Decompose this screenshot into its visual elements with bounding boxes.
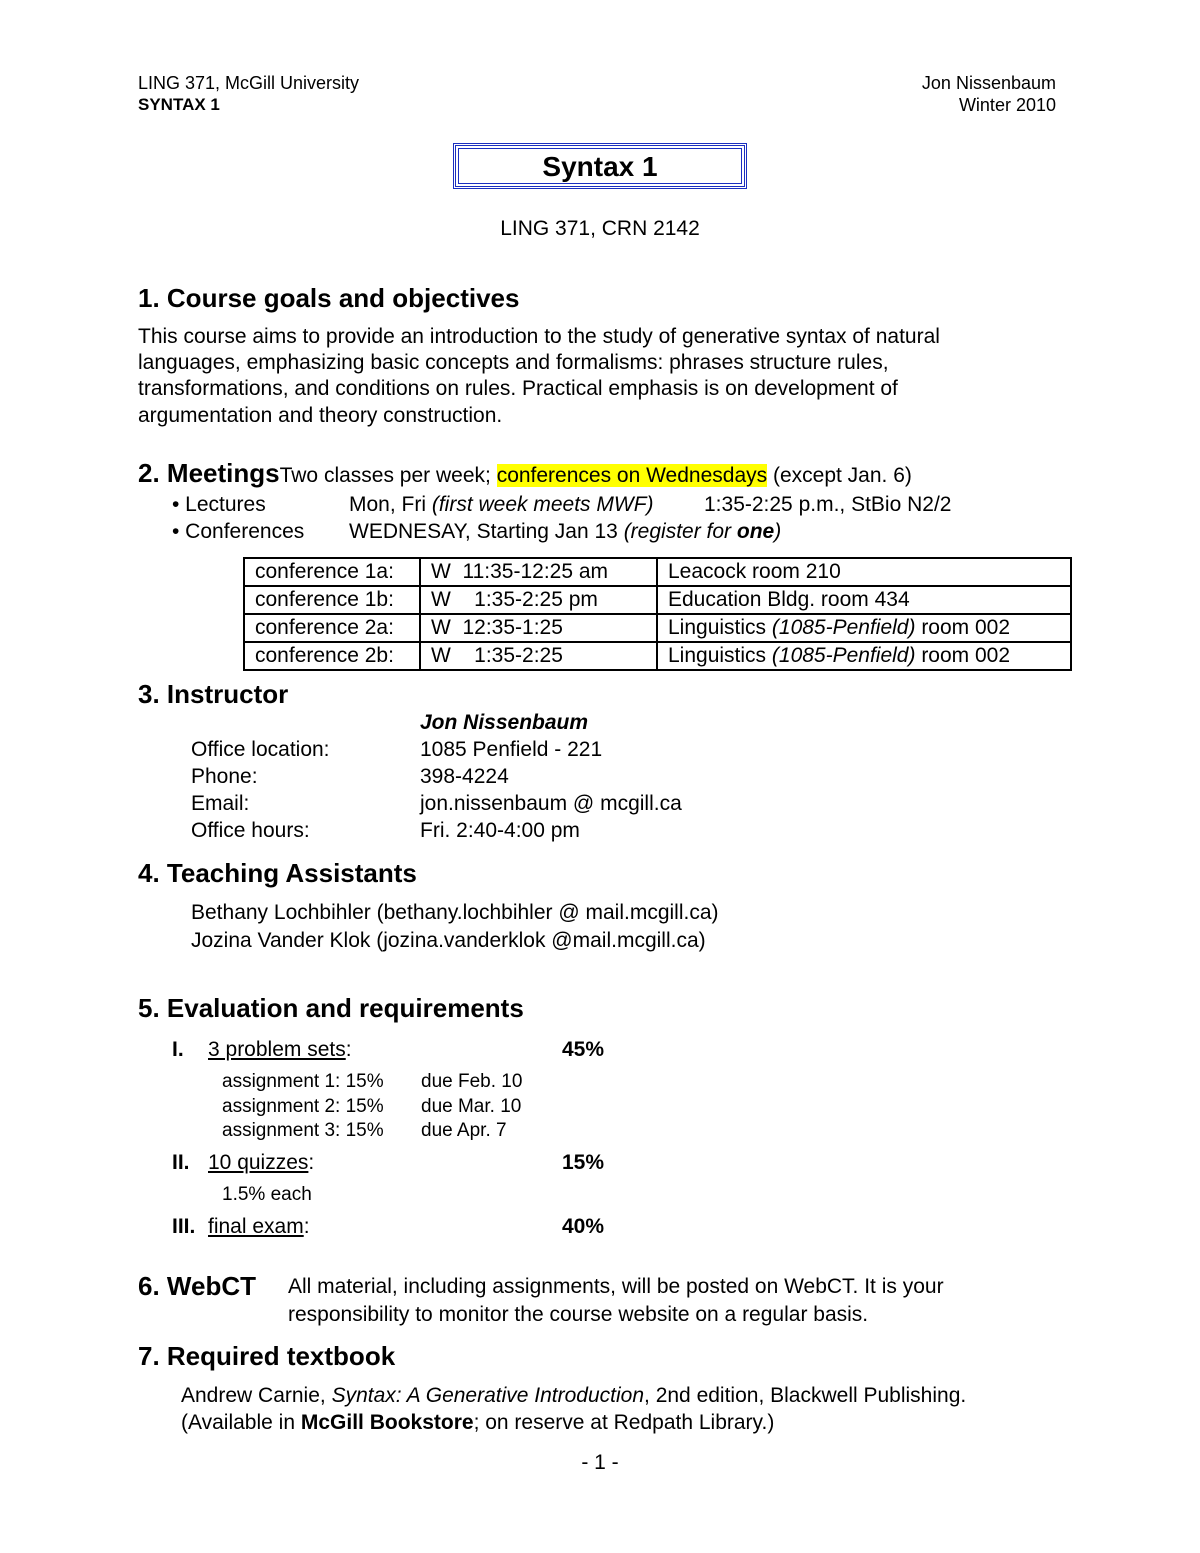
office-location-label: Office location: [191,738,330,761]
conferences-start: WEDNESAY, Starting Jan 13 [349,520,624,543]
lectures-note: (first week meets MWF) [431,493,654,516]
ta-1: Bethany Lochbihler (bethany.lochbihler @ mail.mcgill.ca) [191,901,719,924]
conf-room-text: Leacock room 210 [668,560,841,583]
assignment-2-name: assignment 2: 15% [222,1096,384,1117]
textbook-avail: (Available in [181,1411,301,1434]
assignment-2-due: due Mar. 10 [421,1096,522,1117]
conf-room [657,558,1071,586]
office-hours-label: Office hours: [191,819,310,842]
eval-i-label [208,1037,352,1063]
office-hours-value: Fri. 2:40-4:00 pm [420,819,580,842]
s1-line-1: This course aims to provide an introduction to the study of generative syntax of natural [138,325,940,348]
textbook-edition: , 2nd edition, Blackwell Publishing. [644,1384,967,1407]
phone-label: Phone: [191,765,258,788]
meetings-highlight: conferences on Wednesdays [496,464,768,487]
section-7-heading: 7. Required textbook [138,1341,396,1371]
conf-room-number: room 002 [915,616,1011,639]
eval-iii-label [208,1214,310,1240]
lectures-days-text: Mon, Fri [349,493,432,516]
textbook-line-2 [181,1410,774,1436]
assignment-3-due: due Apr. 7 [421,1120,507,1141]
conferences-label: • Conferences [172,520,305,543]
meetings-intro: Two classes per week; [279,464,497,487]
s1-line-4: argumentation and theory construction. [138,404,503,427]
eval-iii-colon: : [303,1215,310,1238]
section-2-heading: 2. Meetings [138,458,280,488]
meetings-intro-end: (except Jan. 6) [767,464,912,487]
section-6-heading: 6. WebCT [138,1271,256,1301]
conf-room [657,642,1071,670]
office-location-value: 1085 Penfield - 221 [420,738,603,761]
conf-room-number: room 002 [915,644,1011,667]
s1-line-3: transformations, and conditions on rules. Practical emphasis is on development of [138,377,898,400]
conf-time: W 1:35-2:25 pm [420,586,657,614]
header-instructor: Jon Nissenbaum [921,73,1056,93]
conf-name: conference 2b: [244,642,420,670]
lectures-time: 1:35-2:25 p.m., StBio N2/2 [704,493,952,516]
eval-i-colon: : [345,1038,352,1061]
table-row [244,586,1071,614]
assignment-1-name: assignment 1: 15% [222,1071,384,1092]
instructor-name: Jon Nissenbaum [420,711,589,734]
page-title: Syntax 1 [542,151,658,182]
assignment-1-due: due Feb. 10 [421,1071,523,1092]
assignment-3-name: assignment 3: 15% [222,1120,384,1141]
conferences-text [349,519,781,545]
conf-time: W 11:35-12:25 am [420,558,657,586]
textbook-author: Andrew Carnie, [181,1384,332,1407]
eval-iii-num: III. [172,1215,196,1238]
s1-line-2: languages, emphasizing basic concepts and formalisms: phrases structure rules, [138,351,889,374]
ta-2: Jozina Vander Klok (jozina.vanderklok @mail.mcgill.ca) [191,929,706,952]
eval-i-pct: 45% [562,1038,605,1061]
page-number: - 1 - [581,1451,619,1474]
lectures-label: • Lectures [172,493,266,516]
eval-i-num: I. [172,1038,184,1061]
eval-ii-text: 10 quizzes [208,1151,309,1174]
conf-name: conference 2a: [244,614,420,642]
webct-line-2: responsibility to monitor the course website on a regular basis. [288,1303,869,1326]
table-row [244,558,1071,586]
title-box [453,143,747,189]
table-row [244,614,1071,642]
email-label: Email: [191,792,250,815]
conf-room [657,586,1071,614]
section-4-heading: 4. Teaching Assistants [138,858,417,888]
section-3-heading: 3. Instructor [138,679,289,709]
section-5-heading: 5. Evaluation and requirements [138,993,524,1023]
eval-ii-num: II. [172,1151,190,1174]
lectures-days [349,492,654,518]
eval-iii-pct: 40% [562,1215,605,1238]
eval-i-text: 3 problem sets [208,1038,346,1061]
eval-ii-label [208,1150,314,1176]
conf-time: W 1:35-2:25 [420,642,657,670]
conf-time: W 12:35-1:25 [420,614,657,642]
phone-value: 398-4224 [420,765,509,788]
textbook-store: McGill Bookstore [300,1411,474,1434]
conf-room-building: (1085-Penfield) [771,616,916,639]
conferences-note: (register for [623,520,737,543]
webct-line-1: All material, including assignments, will be posted on WebCT. It is your [288,1275,944,1298]
eval-iii-text: final exam [208,1215,304,1238]
textbook-title: Syntax: A Generative Introduction [331,1384,645,1407]
conf-name: conference 1b: [244,586,420,614]
eval-ii-note: 1.5% each [222,1184,312,1205]
conferences-note-end: ) [774,520,782,543]
conf-room-text: Linguistics [668,644,772,667]
textbook-line-1 [181,1383,966,1409]
course-code: LING 371, CRN 2142 [500,217,700,240]
conf-room-text: Linguistics [668,616,772,639]
header-course: LING 371, McGill University [138,73,360,93]
conf-room-building: (1085-Penfield) [771,644,916,667]
conf-room-text: Education Bldg. room 434 [668,588,910,611]
header-syntax: SYNTAX 1 [138,95,220,114]
section-2-line [138,458,912,489]
section-1-heading: 1. Course goals and objectives [138,283,520,313]
textbook-reserve: ; on reserve at Redpath Library.) [473,1411,775,1434]
eval-ii-colon: : [308,1151,315,1174]
header-term: Winter 2010 [958,95,1056,115]
conferences-note-one: one [736,520,775,543]
conf-name: conference 1a: [244,558,420,586]
conference-table [243,557,1072,671]
table-row [244,642,1071,670]
conf-room [657,614,1071,642]
email-value: jon.nissenbaum @ mcgill.ca [420,792,682,815]
eval-ii-pct: 15% [562,1151,605,1174]
